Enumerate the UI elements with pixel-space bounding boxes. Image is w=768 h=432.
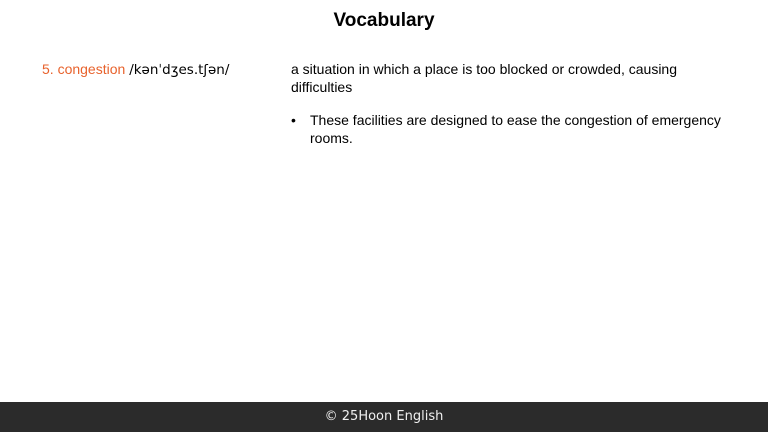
vocabulary-term <box>42 60 282 79</box>
bullet-icon: • <box>291 112 296 128</box>
term-pronunciation: /kənˈdʒes.tʃən/ <box>129 62 230 78</box>
footer-bar <box>0 402 768 432</box>
example-text: These facilities are designed to ease the congestion of emergency rooms. <box>310 112 721 146</box>
term-word: 5. congestion <box>42 61 126 77</box>
example-sentence <box>291 111 739 147</box>
slide-title: Vocabulary <box>333 10 435 31</box>
footer-copyright: © 25Hoon English <box>324 409 444 424</box>
term-definition: a situation in which a place is too blocked or crowded, causing difficulties <box>291 61 677 95</box>
